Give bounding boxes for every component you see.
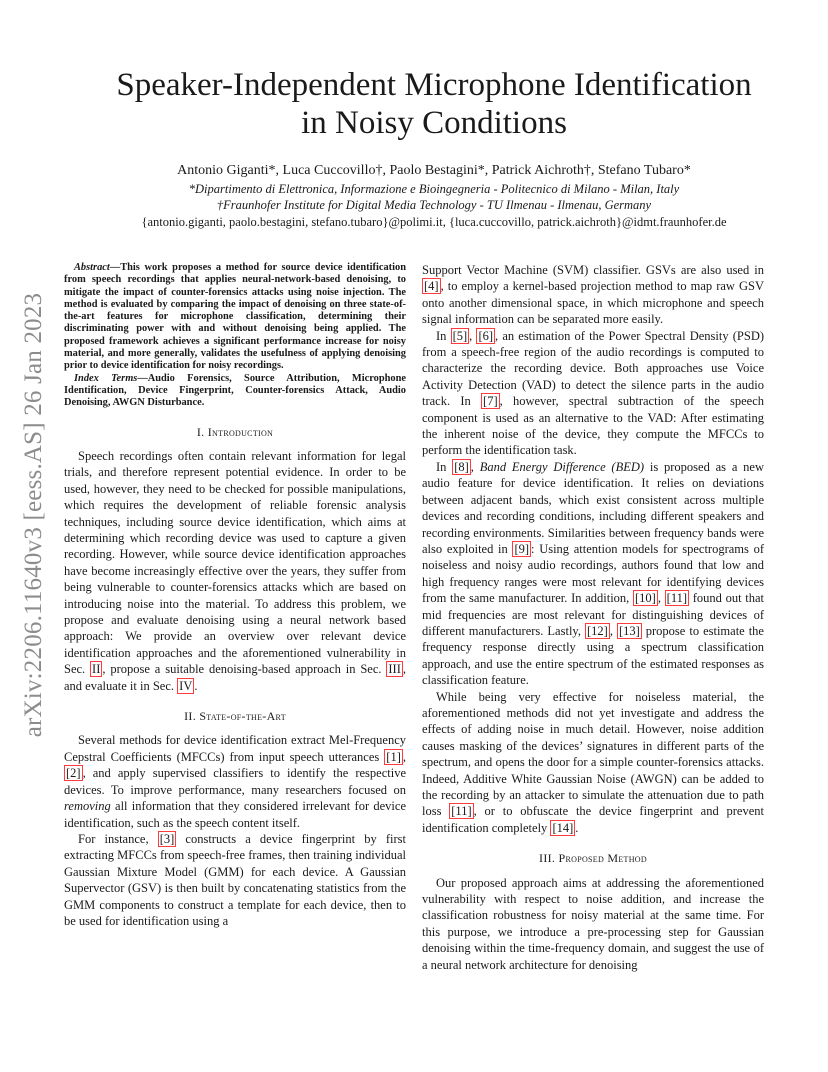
citation-link[interactable]: [3] bbox=[159, 831, 175, 846]
paragraph-sota-5: While being very effective for noiseless material, the aforementioned methods did not yet investigate and address the effects of adding noise in much detail. However, noise addition causes masking of the devices’ signatures in different parts of the spectrum, and opens the door for a simple counter-forensics attacks. Indeed, Additive White Gaussian Noise (AWGN) can be added to the recording by an attacker to simulate the attenuation due to path loss [11] , or to obfuscate the device fingerprint and prevent identification completely [14] . bbox=[422, 689, 764, 835]
author-list: Antonio Giganti*, Luca Cuccovillo†, Paolo Bestagini*, Patrick Aichroth†, Stefano Tubaro* bbox=[177, 163, 691, 178]
citation-link[interactable]: [14] bbox=[552, 820, 574, 835]
paragraph-sota-3: In [5] , [6] , an estimation of the Power Spectral Density (PSD) from a speech-free region of the audio recordings is computed to characterize the recording device. Both approaches use Voice Activity Detection (VAD) to detect the silence parts in the audio track. In [7] , however, spectral subtraction of the speech component is used as an alternative to the VAD: After estimating the inherent noise of the device, they compute the MFCCs to perform the identification task. bbox=[422, 328, 765, 458]
citation-link[interactable]: [2] bbox=[66, 766, 81, 781]
citation-link[interactable]: [12] bbox=[586, 623, 608, 638]
citation-link[interactable]: [9] bbox=[514, 541, 530, 556]
author-emails: {antonio.giganti, paolo.bestagini, stefano.tubaro}@polimi.it, {luca.cuccovillo, patrick.aichroth}@idmt.fraunhofer.de bbox=[141, 215, 727, 229]
paragraph-sota-1: Several methods for device identification extract Mel-Frequency Cepstral Coefficients (MFCCs) from input speech utterances [1] , [2] , and apply supervised classifiers to identify the respective devices. To improve performance, many researchers focused on removing all information that they considered irrelevant for device identification, such as the speech content itself. bbox=[64, 733, 406, 830]
paragraph-sota-4: In [8] , Band Energy Difference (BED) is proposed as a new audio feature for device identification. It relies on deviations between adjacent bands, which exist consistent across multiple devices and recording conditions, including different speakers and recording environments. Similarities between frequency bands were also exploited in [9] : Using attention models for spectrograms of noiseless and noisy audio recordings, authors found that low and high frequency ranges were most relevant for identifying devices from the same manufacturer. In addition, [10] , [11] found out that mid frequencies are most relevant for distinguishing devices of different manufacturers. Lastly, [12] , [13] propose to estimate the frequency response directly using a spectrum classification approach, and use the entire spectrum of the estimated responses as classification feature. bbox=[422, 459, 765, 688]
section-heading-introduction: I. Introduction bbox=[196, 424, 274, 439]
citation-link[interactable]: [8] bbox=[454, 459, 469, 474]
title-line-1: Speaker-Independent Microphone Identification bbox=[116, 67, 752, 103]
paragraph-method: Our proposed approach aims at addressing the aforementioned vulnerability with respect to noise addition, and increase the classification robustness for noisy material at the same time. For this purpose, we introduce a pre-processing step for Gaussian denoising within the time-frequency domain, and suggest the use of a neural network architecture for denoising bbox=[422, 875, 764, 972]
section-link-iii[interactable]: III bbox=[388, 662, 401, 677]
citation-link[interactable]: [11] bbox=[666, 591, 688, 606]
right-column bbox=[422, 262, 764, 973]
abstract-text: —This work proposes a method for source device identification from speech recordings that applies neural-network-based denoising, to mitigate the impact of counter-forensics attacks using noise injection. The method is evaluated by comparing the impact of denoising on three state-of-the-art features for microphone classification, determining their discriminating power with and without denoising being applied. The proposed framework achieves a significant performance increase for noisy material, and more generally, validates the usefulness of applying denoising prior to device identification for noisy recordings. bbox=[64, 262, 406, 372]
abstract-label: Abstract bbox=[74, 262, 110, 273]
citation-link[interactable]: [10] bbox=[635, 591, 656, 606]
section-heading-proposed-method: III. Proposed Method bbox=[539, 851, 647, 866]
section-heading-state-of-the-art: II. State-of-the-Art bbox=[184, 709, 286, 724]
affiliation-2: †Fraunhofer Institute for Digital Media Technology - TU Ilmenau - Ilmenau, Germany bbox=[216, 198, 652, 212]
paragraph-intro: Speech recordings often contain relevant information for legal trials, and therefore represent potential evidence. In order to be used, however, they need to be checked for possible manipulations, which requires the development of reliable forensic analysis techniques, including source device identification, which aims at determining which recording device was used to capture a given recording. However, while source device identification approaches have become increasingly effective over the years, they suffer from being vulnerable to counter-forensics attacks which are based on introducing noise into the material. To address this problem, we propose and evaluate denoising using a neural network based approach: We provide an overview over relevant device identification approaches and the aforementioned vulnerability in Sec. II , propose a suitable denoising-based approach in Sec. III , and evaluate it in Sec. IV . bbox=[64, 448, 406, 693]
index-terms bbox=[64, 373, 406, 410]
title-line-2: in Noisy Conditions bbox=[301, 105, 567, 141]
index-terms-text: —Audio Forensics, Source Attribution, Microphone Identification, Device Fingerprint, Counter-forensics Attack, Audio Denoising, AWGN Disturbance. bbox=[64, 372, 406, 409]
citation-link[interactable]: [5] bbox=[452, 328, 468, 343]
abstract bbox=[64, 262, 406, 373]
citation-link[interactable]: [6] bbox=[478, 328, 494, 343]
section-link-iv[interactable]: IV bbox=[179, 678, 193, 693]
citation-link[interactable]: [13] bbox=[618, 623, 640, 638]
arxiv-id: arXiv:2206.11640v3 [eess.AS] 26 Jan 2023 bbox=[20, 292, 47, 738]
index-terms-label: Index Terms bbox=[74, 372, 138, 384]
affiliation-1: *Dipartimento di Elettronica, Informazione e Bioingegneria - Politecnico di Milano - Milan, Italy bbox=[188, 182, 680, 196]
citation-link[interactable]: [7] bbox=[483, 394, 498, 409]
paper-title bbox=[70, 66, 798, 142]
paragraph-sota-2-cont: Support Vector Machine (SVM) classifier. GSVs are also used in [4] , to employ a kernel-based projection method to map raw GSV onto another dimensional space, in which microphone and speech signal information can be separated more easily. bbox=[422, 263, 764, 327]
citation-link[interactable]: [4] bbox=[424, 279, 439, 294]
citation-link[interactable]: [1] bbox=[386, 749, 401, 764]
arxiv-watermark bbox=[14, 255, 54, 775]
left-column bbox=[64, 262, 406, 929]
citation-link[interactable]: [11] bbox=[451, 804, 472, 819]
section-link-ii[interactable]: II bbox=[92, 662, 101, 677]
paragraph-sota-2: For instance, [3] constructs a device fingerprint by first extracting MFCCs from speech-free frames, then training individual Gaussian Mixture Model (GMM) for each device. A Gaussian Supervector (GSV) is then built by concatenating statistics from the GMM components to construct a template for each device, then to be used for identification using a bbox=[64, 831, 406, 928]
